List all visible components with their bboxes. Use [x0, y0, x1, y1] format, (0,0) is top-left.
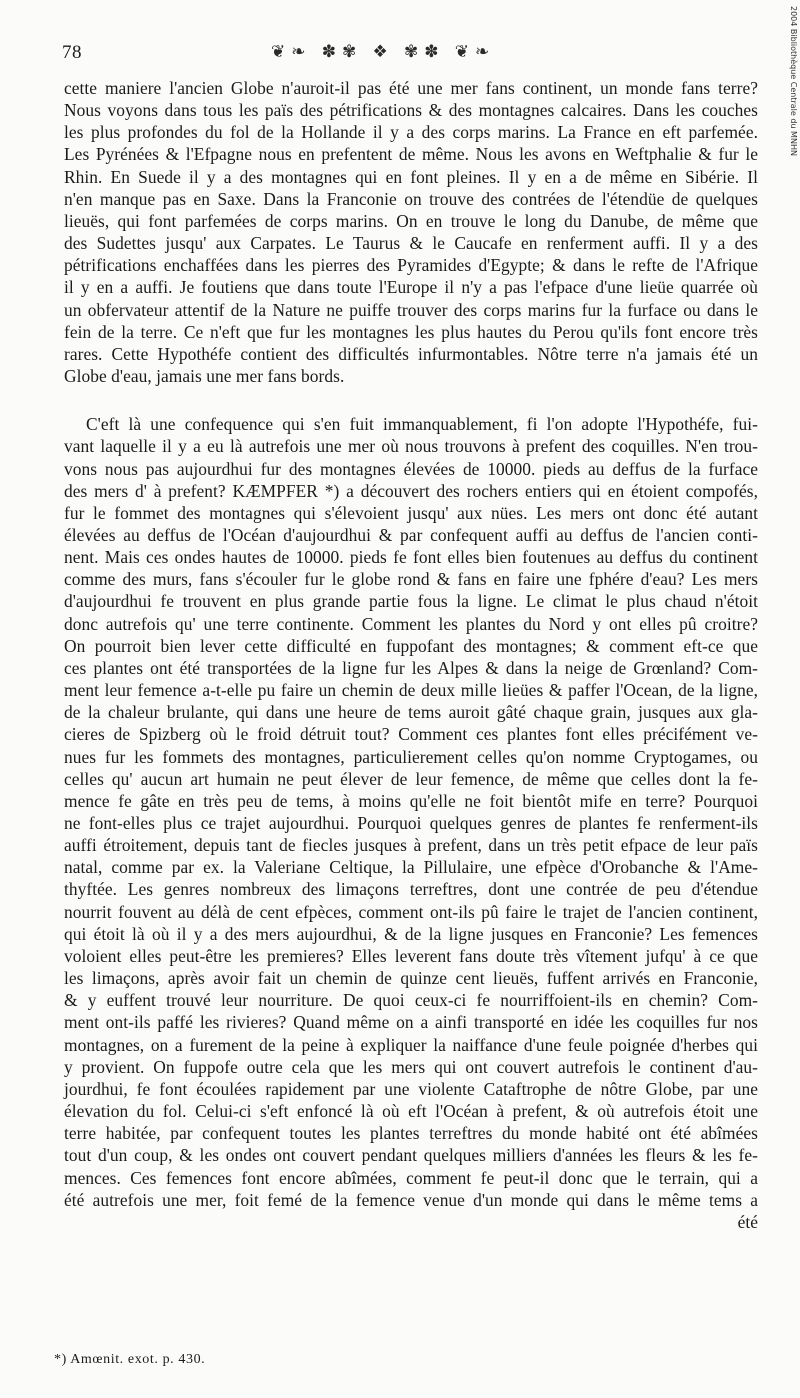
text-line: lieuës, qui font parfemées de corps marins. On en trouve le long du Danube, de même que	[64, 210, 758, 231]
text-line: des mers d' à prefent? KÆMPFER *) a découvert des rochers entiers qui en étoient compofés,	[64, 480, 758, 501]
text-line: nourrit fouvent au délà de cent efpèces, comment ont-ils pû faire le trajet de l'ancien continent,	[64, 901, 758, 922]
text-line: les limaçons, après avoir fait un chemin de quinze cent lieuës, fuffent arrivés en Franconie,	[64, 968, 758, 989]
text-line: celles qu' aucun art humain ne peut élever de leur femence, de même que celles dont la fe-	[64, 768, 758, 789]
text-line: natal, comme par ex. la Valeriane Celtique, la Pillulaire, une efpèce d'Orobanche & l'Ame-	[64, 857, 758, 878]
text-line: cieres de Spizberg où le froid détruit tout? Comment ces plantes font elles précifément ve-	[64, 724, 758, 745]
page-header	[56, 40, 756, 68]
text-line: vons nous pas aujourdhui fur des montagnes élevées de 10000. pieds au deffus de la furface	[64, 458, 758, 479]
text-line: thyftée. Les genres nombreux des limaçons terreftres, dont une contrée de peu d'étendue	[64, 879, 758, 900]
text-line: mences. Ces femences font encore abîmées, comment fe peut-il donc que le terrain, qui a	[64, 1167, 758, 1188]
text-line: voloient elles peut-être les premieres? Elles leverent fans doute très vîtement jufqu' à ce que	[64, 945, 758, 966]
text-line: tout d'un coup, & les ondes ont couvert pendant quelques milliers d'années les fleurs & les fe-	[64, 1145, 758, 1166]
text-line: élevées au deffus de l'Océan d'aujourdhui & par confequent auffi au deffus de l'ancien conti-	[64, 524, 758, 545]
text-line: mence fe gâte en très peu de tems, à moins qu'elle ne foit bientôt mife en terre? Pourquoi	[64, 790, 758, 811]
text-line: ment ont-ils paffé les rivieres? Quand même on a ainfi transporté en idée les coquilles fur nos	[64, 1012, 758, 1033]
text-line: montagnes, on a furement de la peine à expliquer la naiffance d'une feule poignée d'herbes qui	[64, 1034, 758, 1055]
library-stamp: 2004 Bibliothèque Centrale du MNHN	[789, 6, 798, 156]
body-text	[64, 77, 758, 1233]
text-line: de la chaleur brulante, qui dans une heure de tems auroit gâté chaque grain, jusques aux gla-	[64, 702, 758, 723]
text-line: auffi étroitement, depuis tant de fiecles jusques à prefent, dans un très petit efpace de leur païs	[64, 835, 758, 856]
text-line: il y en a auffi. Je foutiens que dans toute l'Europe il n'y a pas l'efpace d'une lieüe quarrée où	[64, 277, 758, 298]
text-line: été autrefois une mer, foit femé de la femence venue d'un monde qui dans le même tems a	[64, 1189, 758, 1210]
text-line: jourdhui, fe font écoulées rapidement par une violente Cataftrophe de nôtre Globe, par une	[64, 1078, 758, 1099]
text-line: y provient. On fuppofe outre cela que les mers qui ont couvert autrefois le continent d'au-	[64, 1056, 758, 1077]
text-line: fur le fommet des montagnes qui s'élevoient jusqu' aux nües. Les mers ont donc été autant	[64, 502, 758, 523]
paragraph-2	[64, 413, 758, 1233]
text-line: qui étoit là où il y a des mers aujourdhui, & de la ligne jusques en Franconie? Les femences	[64, 923, 758, 944]
text-line: ces plantes ont été transportées de la ligne fur les Alpes & dans la neige de Grœnland? Com-	[64, 657, 758, 678]
text-line: Globe d'eau, jamais une mer fans bords.	[64, 366, 345, 387]
text-line: Les Pyrénées & l'Efpagne nous en prefentent de même. Nous les avons en Weftphalie & fur le	[64, 144, 758, 165]
text-line: C'eft là une confequence qui s'en fuit immanquablement, fi l'on adopte l'Hypothéfe, fui-	[86, 414, 758, 435]
text-line: fein de la terre. Ce n'eft que fur les montagnes les plus hautes du Perou qu'ils font encore très	[64, 321, 758, 342]
page-number: 78	[62, 42, 82, 63]
text-line: donc autrefois qu' une terre continente. Comment les plantes du Nord y ont elles pû croitre?	[64, 613, 758, 634]
catchword: été	[737, 1211, 758, 1232]
text-line: nent. Mais ces ondes hautes de 10000. pieds fe font elles bien foutenues au deffus du continent	[64, 547, 758, 568]
footnote: *) Amœnit. exot. p. 430.	[54, 1352, 206, 1367]
text-line: On pourroit bien lever cette difficulté en fuppofant des montagnes; & comment eft-ce que	[64, 635, 758, 656]
text-line: élevation du fol. Celui-ci s'eft enfoncé là où eft l'Océan à prefent, & où autrefois étoit une	[64, 1101, 758, 1122]
text-line: cette maniere l'ancien Globe n'auroit-il pas été une mer fans continent, un monde fans terre?	[64, 78, 758, 98]
text-line: nues fur les fommets des montagnes, particulierement celles qu'on nomme Cryptogames, ou	[64, 746, 758, 767]
text-line: n'en manque pas en Saxe. Dans la Franconie on trouve des contrées de l'étendüe de quelques	[64, 188, 758, 209]
text-line: ment leur femence a-t-elle pu faire un chemin de deux mille lieües & paffer l'Ocean, de la ligne,	[64, 680, 758, 701]
text-line: pétrifications enchaffées dans les pierres des Pyramides d'Egypte; & dans le refte de l'Afrique	[64, 255, 758, 276]
text-line: Rhin. En Suede il y a des montagnes qui en font pleines. Il y en a de même en Sibérie. Il	[64, 166, 758, 187]
text-line: d'aujourdhui fe trouvent en plus grande partie fous la ligne. Le climat le plus chaud n'étoit	[64, 591, 758, 612]
text-line: terre habitée, par confequent toutes les plantes terreftres du monde habité ont été abîmées	[64, 1123, 758, 1144]
paragraph-1	[64, 77, 758, 387]
text-line: des Sudettes jusqu' aux Carpates. Le Taurus & le Caucafe en renferment auffi. Il y a des	[64, 233, 758, 254]
text-line: & y euffent trouvé leur nourriture. De quoi ceux-ci fe nourriffoient-ils en chemin? Com-	[64, 990, 758, 1011]
text-line: un obfervateur attentif de la Nature ne puiffe trouver des corps marins fur la furface ou dans le	[64, 299, 758, 320]
text-line: les plus profondes du fol de la Hollande il y a des corps marins. La France en eft parfemée.	[64, 122, 758, 143]
text-line: rares. Cette Hypothéfe contient des difficultés infurmontables. Nôtre terre n'a jamais été un	[64, 343, 758, 364]
text-line: ne font-elles plus ce trajet aujourdhui. Pourquoi quelques genres de plantes fe renferment-ils	[64, 813, 758, 833]
text-line: comme des murs, fans s'écouler fur le globe rond & fans en faire une fphére d'eau? Les mers	[64, 569, 758, 590]
header-ornament: ❦❧ ✽✾ ❖ ✾✽ ❦❧	[271, 42, 496, 61]
text-line: vant laquelle il y a eu là autrefois une mer où nous trouvons à prefent des coquilles. N'en trou-	[64, 436, 758, 457]
text-line: Nous voyons dans tous les païs des pétrifications & des montagnes calcaires. Dans les couches	[64, 100, 758, 121]
